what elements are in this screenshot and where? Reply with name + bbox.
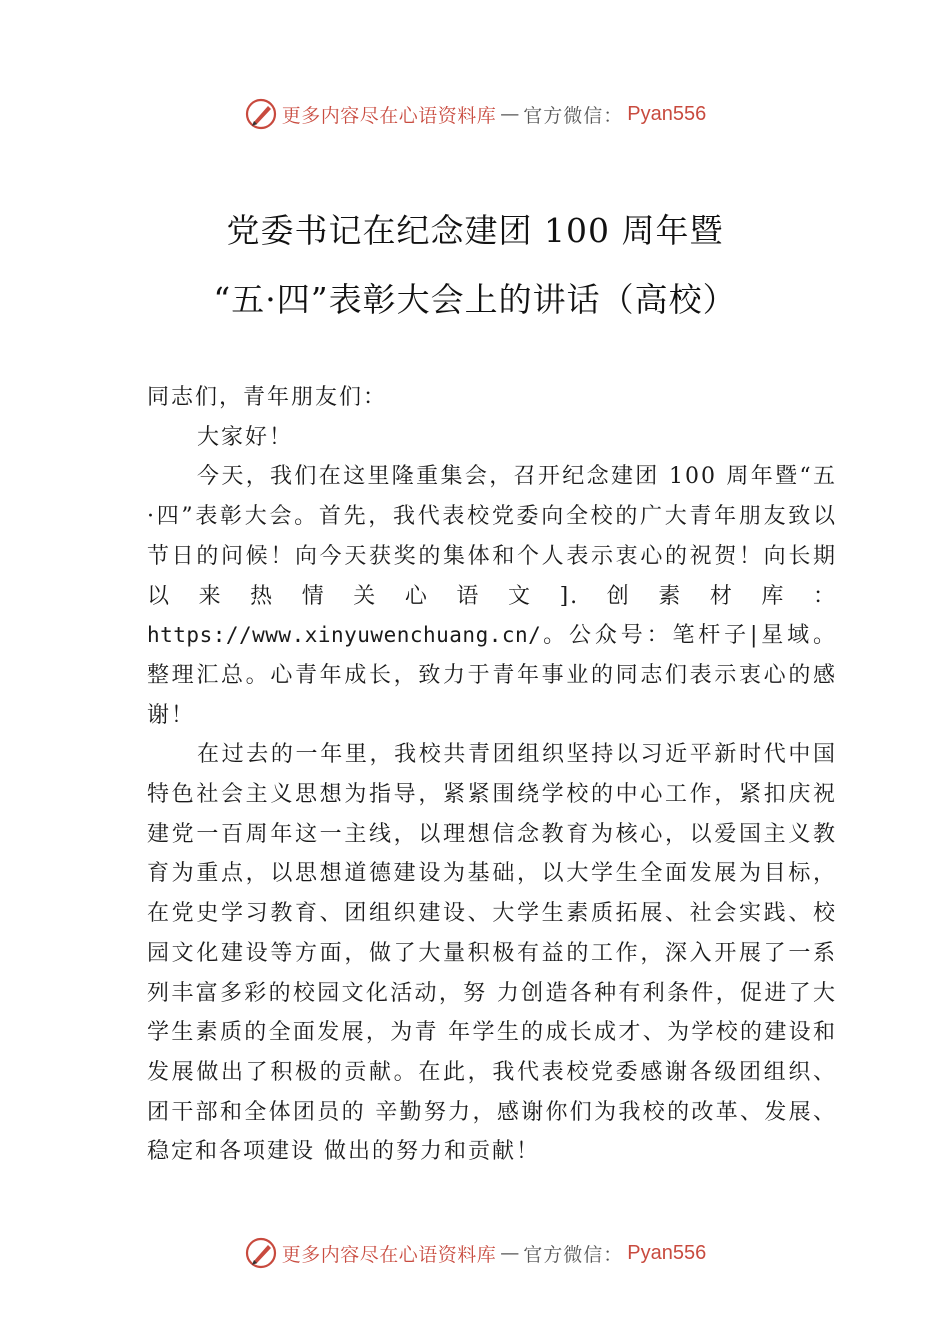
quill-pen-logo-icon	[244, 97, 278, 131]
document-title-line-2: “五·四”表彰大会上的讲话（高校）	[213, 280, 737, 319]
greeting: 大家好！	[197, 424, 294, 450]
paragraph-1-text-a: 今天，我们在这里隆重集会，召开纪念建团 100 周年暨“五·四”表彰大会。首先，我代表校党委向全校的广大青年朋友致以节日的问候！向今天获奖的集体和个人表示衷心的祝贺！向长期以来热情关心语文].创素材库：	[147, 464, 837, 609]
banner-title: 更多内容尽在心语资料库	[281, 1243, 497, 1266]
quill-pen-logo-icon	[244, 1236, 278, 1270]
banner-separator: —	[500, 1242, 520, 1264]
salutation: 同志们，青年朋友们：	[147, 385, 388, 410]
document-title-line-1: 党委书记在纪念建团 100 周年暨	[226, 211, 724, 250]
banner-wechat-id: Pyan556	[627, 102, 707, 125]
document-body	[147, 378, 837, 1172]
banner-wechat-id: Pyan556	[627, 1241, 707, 1264]
footer-banner	[0, 1233, 950, 1273]
paragraph-1-text-b: 。公众号：笔杆子|星域。整理汇总。心青年成长，致力于青年事业的同志们表示衷心的感谢！	[147, 623, 837, 728]
banner-separator: —	[500, 103, 520, 125]
banner-wechat-label: 官方微信：	[523, 1243, 624, 1266]
website-link[interactable]: https://www.xinyuwenchuang.cn/	[147, 623, 542, 648]
paragraph-2: 在过去的一年里，我校共青团组织坚持以习近平新时代中国特色社会主义思想为指导，紧紧围绕学校的中心工作，紧扣庆祝建党一百周年这一主线，以理想信念教育为核心，以爱国主义教育为重点，以思想道德建设为基础，以大学生全面发展为目标，在党史学习教育、团组织建设、大学生素质拓展、社会实践、校园文化建设等方面，做了大量积极有益的工作，深入开展了一系列丰富多彩的校园文化活动，努 力创造各种有利条件，促进了大学生素质的全面发展，为青 年学生的成长成才、为学校的建设和发展做出了积极的贡献。在此，我代表校党委感谢各级团组织、团干部和全体团员的 辛勤努力，感谢你们为我校的改革、发展、稳定和各项建设 做出的努力和贡献！	[147, 742, 837, 1165]
banner-title: 更多内容尽在心语资料库	[281, 104, 497, 127]
header-banner	[0, 94, 950, 134]
banner-wechat-label: 官方微信：	[523, 104, 624, 127]
paragraph-1	[147, 457, 837, 735]
